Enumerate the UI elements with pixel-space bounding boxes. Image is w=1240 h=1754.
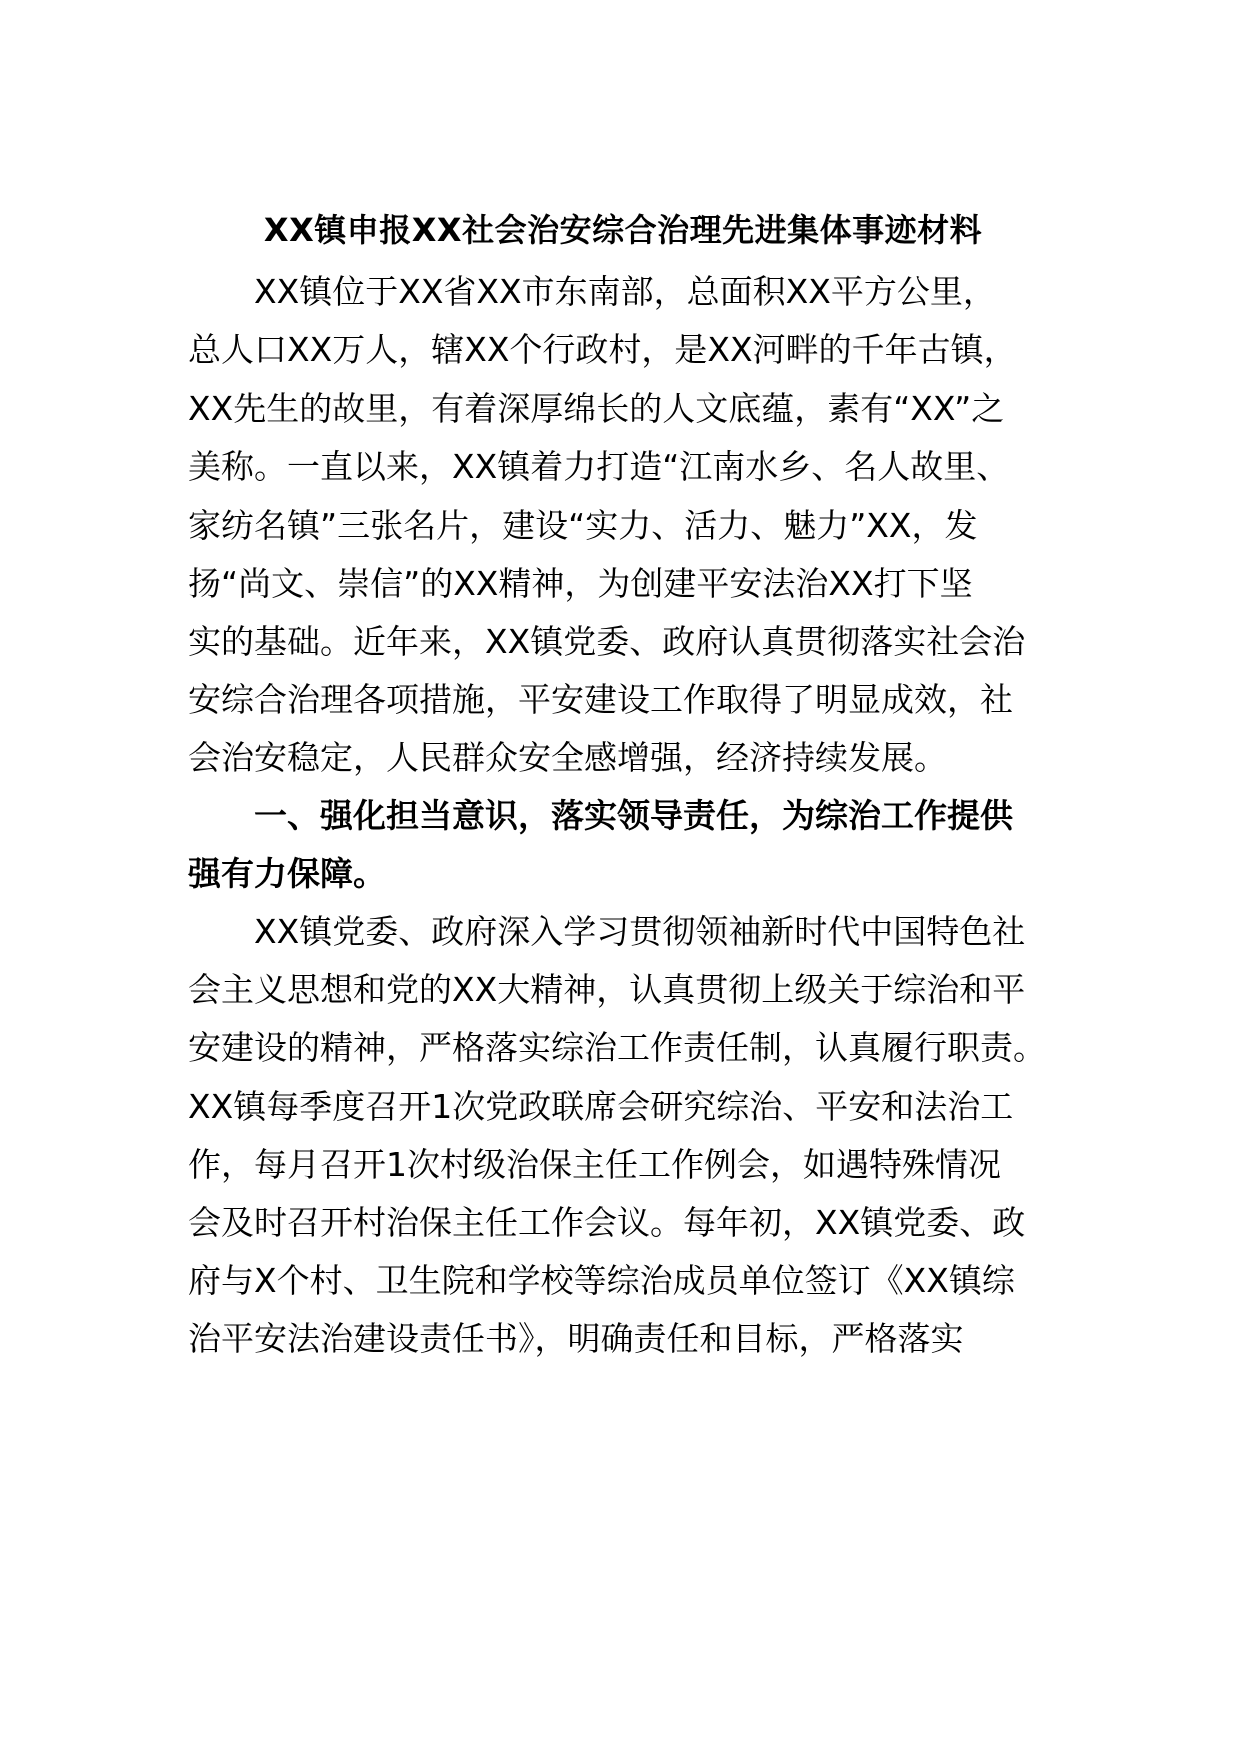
- paragraph-1-line-4: 美称。一直以来，XX镇着力打造“江南水乡、名人故里、: [188, 447, 1010, 486]
- paragraph-2-line-8: 治平安法治建设责任书》，明确责任和目标，严格落实: [188, 1319, 964, 1358]
- paragraph-1-line-3: XX先生的故里，有着深厚绵长的人文底蕴，素有“XX”之: [188, 389, 1005, 428]
- document-title: XX镇申报XX社会治安综合治理先进集体事迹材料: [263, 211, 983, 249]
- paragraph-1-line-6: 扬“尚文、崇信”的XX精神，为创建平安法治XX打下坚: [188, 564, 973, 603]
- paragraph-1-line-7: 实的基础。近年来，XX镇党委、政府认真贯彻落实社会治: [188, 622, 1026, 661]
- paragraph-2-line-1: XX镇党委、政府深入学习贯彻领袖新时代中国特色社: [254, 912, 1026, 951]
- paragraph-2-line-2: 会主义思想和党的XX大精神，认真贯彻上级关于综治和平: [188, 970, 1026, 1009]
- paragraph-1-line-2: 总人口XX万人，辖XX个行政村，是XX河畔的千年古镇，: [188, 330, 1017, 369]
- paragraph-1-line-8: 安综合治理各项措施，平安建设工作取得了明显成效，社: [188, 680, 1013, 719]
- paragraph-2-line-7: 府与X个村、卫生院和学校等综治成员单位签订《XX镇综: [188, 1261, 1015, 1300]
- section-heading-1-line-1: 一、强化担当意识，落实领导责任，为综治工作提供: [254, 796, 1013, 835]
- paragraph-2-line-5: 作，每月召开1次村级治保主任工作例会，如遇特殊情况: [188, 1145, 1001, 1184]
- section-heading-1-line-2: 强有力保障。: [188, 854, 386, 893]
- paragraph-1-line-1: XX镇位于XX省XX市东南部，总面积XX平方公里，: [254, 272, 996, 311]
- paragraph-1-line-5: 家纺名镇”三张名片，建设“实力、活力、魅力”XX，发: [188, 506, 978, 545]
- paragraph-2-line-4: XX镇每季度召开1次党政联席会研究综治、平安和法治工: [188, 1087, 1014, 1126]
- paragraph-2-line-6: 会及时召开村治保主任工作会议。每年初，XX镇党委、政: [188, 1203, 1026, 1242]
- paragraph-2-line-3: 安建设的精神，严格落实综治工作责任制，认真履行职责。: [188, 1028, 1046, 1067]
- paragraph-1-line-9: 会治安稳定，人民群众安全感增强，经济持续发展。: [188, 738, 947, 777]
